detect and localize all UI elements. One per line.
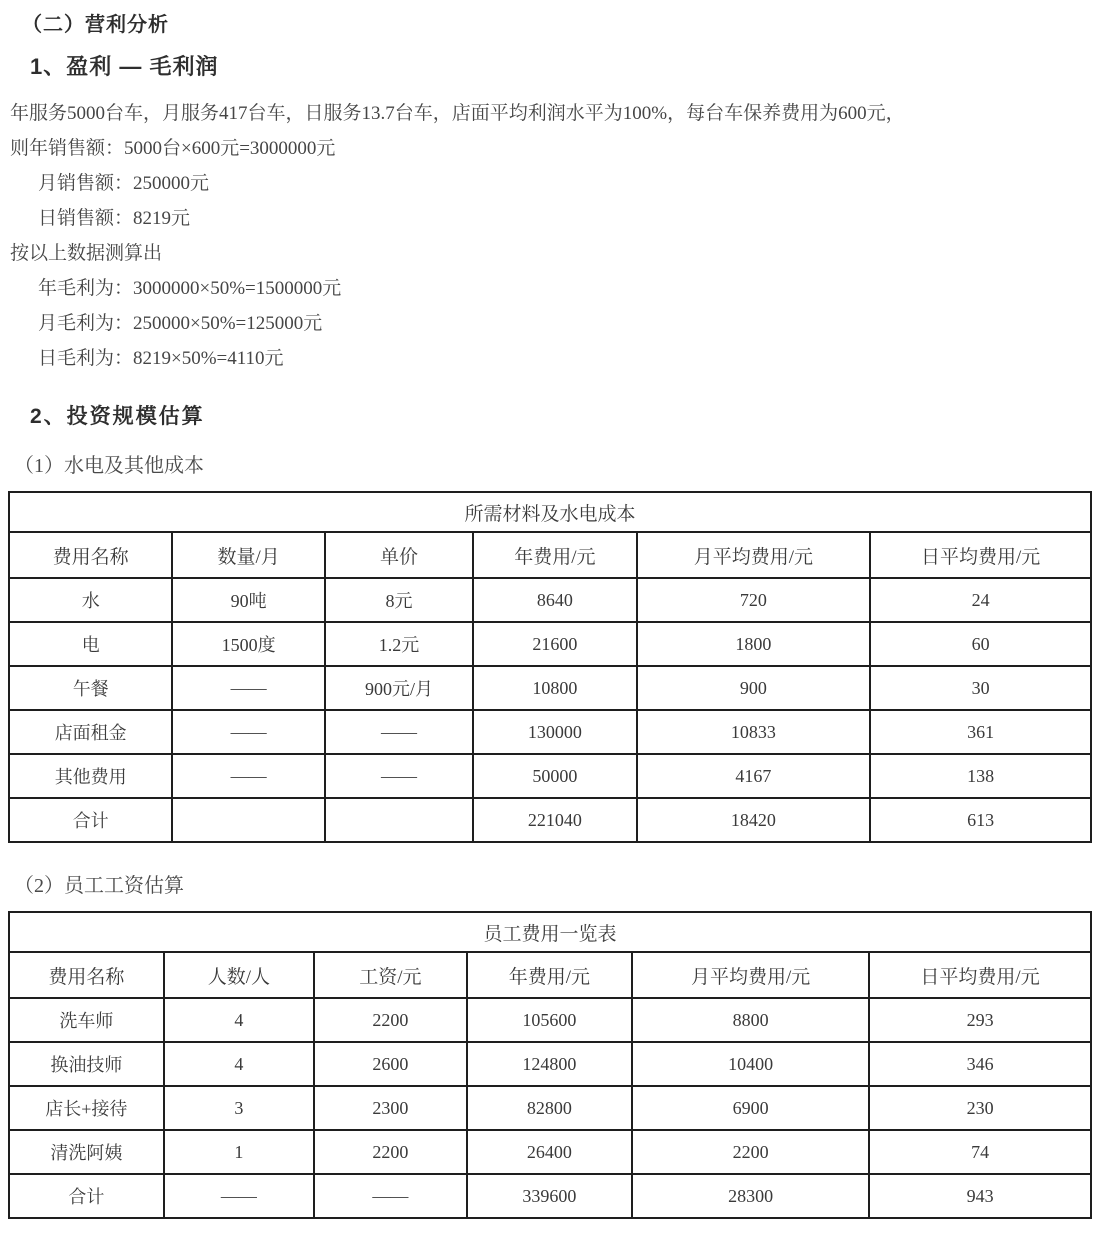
table-cell: 138 [870, 754, 1091, 798]
table-cell: 613 [870, 798, 1091, 842]
table-row [9, 1086, 1091, 1130]
table-cell: 346 [869, 1042, 1091, 1086]
table-header-cell: 工资/元 [314, 952, 467, 998]
table-row [9, 1174, 1091, 1218]
table-cell: 130000 [473, 710, 636, 754]
table-cell: 720 [637, 578, 871, 622]
table-header-row [9, 532, 1091, 578]
table-cell: 2300 [314, 1086, 467, 1130]
table-header-cell: 日平均费用/元 [870, 532, 1091, 578]
table-cell: 4 [164, 998, 314, 1042]
table-cell: 4167 [637, 754, 871, 798]
table-cell: 清洗阿姨 [9, 1130, 164, 1174]
table-cell: 90吨 [172, 578, 325, 622]
table-cell: 4 [164, 1042, 314, 1086]
table-cell: 24 [870, 578, 1091, 622]
table-header-row [9, 952, 1091, 998]
table-cell: 18420 [637, 798, 871, 842]
table-cell: —— [172, 666, 325, 710]
table-row [9, 710, 1091, 754]
table-row [9, 1130, 1091, 1174]
table-header-cell: 人数/人 [164, 952, 314, 998]
table-header-cell: 数量/月 [172, 532, 325, 578]
table-cell: —— [164, 1174, 314, 1218]
table-cell: 28300 [632, 1174, 869, 1218]
table-cell: 店面租金 [9, 710, 172, 754]
table-row [9, 798, 1091, 842]
table-cell: 1500度 [172, 622, 325, 666]
table-row [9, 1042, 1091, 1086]
table-cell: 1 [164, 1130, 314, 1174]
table-cell: 230 [869, 1086, 1091, 1130]
table-cell: 124800 [467, 1042, 633, 1086]
table-cell: 26400 [467, 1130, 633, 1174]
text-line: 日毛利为：8219×50%=4110元 [38, 348, 284, 369]
table-cell: 2200 [632, 1130, 869, 1174]
table-cell: 2600 [314, 1042, 467, 1086]
table-cell: 361 [870, 710, 1091, 754]
table-cell: 943 [869, 1174, 1091, 1218]
salary-heading: （2）员工工资估算 [14, 875, 184, 897]
table-cell: 1.2元 [325, 622, 473, 666]
table-cell: 2200 [314, 1130, 467, 1174]
table-cell: 3 [164, 1086, 314, 1130]
table-cell: 合计 [9, 798, 172, 842]
table-cell: 8元 [325, 578, 473, 622]
table-cell: —— [172, 710, 325, 754]
table-row [9, 754, 1091, 798]
table-row [9, 666, 1091, 710]
table-cell: 换油技师 [9, 1042, 164, 1086]
table-cell: 900 [637, 666, 871, 710]
utilities-cost-heading: （1）水电及其他成本 [14, 455, 204, 477]
table-cell: 293 [869, 998, 1091, 1042]
table-row [9, 998, 1091, 1042]
table-header-cell: 日平均费用/元 [869, 952, 1091, 998]
text-line: 年毛利为：3000000×50%=1500000元 [38, 278, 342, 299]
table-cell: 8800 [632, 998, 869, 1042]
table-cell: 60 [870, 622, 1091, 666]
table-header-cell: 单价 [325, 532, 473, 578]
table-cell: 8640 [473, 578, 636, 622]
table-header-cell: 年费用/元 [467, 952, 633, 998]
table-header-cell: 费用名称 [9, 952, 164, 998]
utilities-cost-table [8, 491, 1092, 843]
table-title-row [9, 912, 1091, 952]
text-line: 日销售额：8219元 [38, 208, 191, 229]
table-cell: 74 [869, 1130, 1091, 1174]
table-cell: 合计 [9, 1174, 164, 1218]
table-cell: 50000 [473, 754, 636, 798]
text-line: 按以上数据测算出 [10, 243, 163, 264]
table-cell: 339600 [467, 1174, 633, 1218]
table-cell: 2200 [314, 998, 467, 1042]
table-cell: 82800 [467, 1086, 633, 1130]
table-cell: 水 [9, 578, 172, 622]
text-line: 则年销售额：5000台×600元=3000000元 [10, 138, 336, 159]
table-cell: —— [325, 710, 473, 754]
table-cell: 1800 [637, 622, 871, 666]
profit-calculation-text [0, 96, 1100, 376]
text-line: 月销售额：250000元 [38, 173, 210, 194]
table-cell: 21600 [473, 622, 636, 666]
table-cell: 午餐 [9, 666, 172, 710]
table-cell: 店长+接待 [9, 1086, 164, 1130]
table-cell: 洗车师 [9, 998, 164, 1042]
table-row [9, 622, 1091, 666]
table-cell: 900元/月 [325, 666, 473, 710]
table-cell: 其他费用 [9, 754, 172, 798]
table-title: 员工费用一览表 [9, 912, 1091, 952]
table-header-cell: 费用名称 [9, 532, 172, 578]
table-cell [325, 798, 473, 842]
table-cell: —— [314, 1174, 467, 1218]
table-cell: 30 [870, 666, 1091, 710]
table-cell: 电 [9, 622, 172, 666]
table-cell: 6900 [632, 1086, 869, 1130]
salary-table [8, 911, 1092, 1219]
table-header-cell: 月平均费用/元 [637, 532, 871, 578]
text-line: 月毛利为：250000×50%=125000元 [38, 313, 323, 334]
table-header-cell: 月平均费用/元 [632, 952, 869, 998]
investment-subheading: 2、投资规模估算 [30, 405, 205, 428]
table-cell: —— [172, 754, 325, 798]
table-cell: 221040 [473, 798, 636, 842]
profit-subheading: 1、盈利 — 毛利润 [30, 54, 219, 79]
table-cell [172, 798, 325, 842]
table-cell: 10833 [637, 710, 871, 754]
table-row [9, 578, 1091, 622]
table-header-cell: 年费用/元 [473, 532, 636, 578]
table-cell: 105600 [467, 998, 633, 1042]
table-cell: 10400 [632, 1042, 869, 1086]
table-cell: —— [325, 754, 473, 798]
table-title: 所需材料及水电成本 [9, 492, 1091, 532]
text-line: 年服务5000台车，月服务417台车，日服务13.7台车，店面平均利润水平为100%，每台车保养费用为600元， [10, 103, 905, 124]
table-cell: 10800 [473, 666, 636, 710]
table-title-row [9, 492, 1091, 532]
section-heading: （二）营利分析 [22, 14, 169, 36]
